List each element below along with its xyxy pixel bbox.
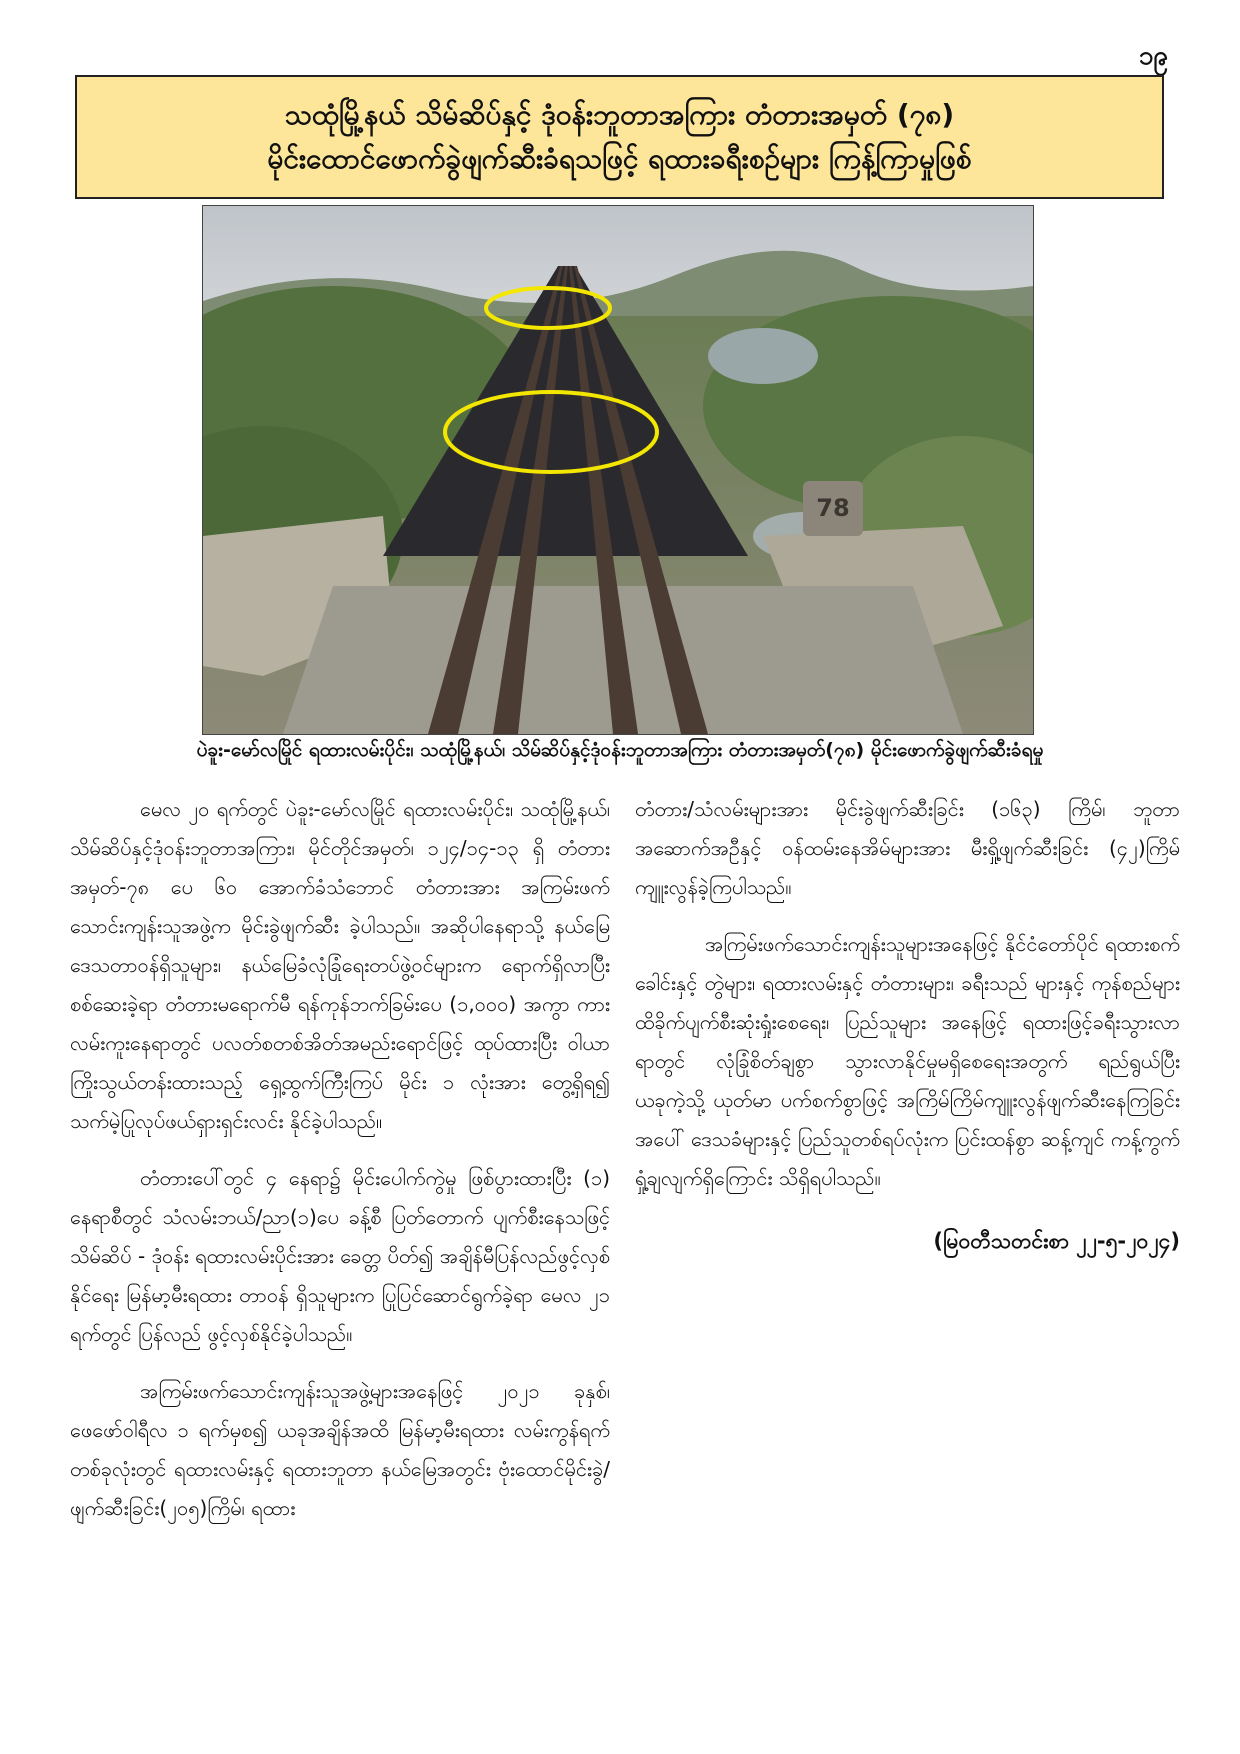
- right-column: [635, 790, 1180, 1261]
- left-column: [70, 790, 610, 1546]
- km-post-label: 78: [816, 494, 850, 522]
- photo-caption: ပဲခူး-မော်လမြိုင် ရထားလမ်းပိုင်း၊ သထုံမြို့နယ်၊ သိမ်ဆိပ်နှင့်ဒုံဝန်းဘူတာအကြား တံတားအမှတ်(၇၈) မိုင်းဖောက်ခွဲဖျက်ဆီးခံရမှု: [196, 739, 1044, 761]
- paragraph: အကြမ်းဖက်သောင်းကျန်းသူအဖွဲ့များအနေဖြင့် ၂၀၂၁ ခုနှစ်၊ ဖေဖော်ဝါရီလ ၁ ရက်မှစ၍ ယခုအချိန်အထိ မြန်မာ့မီးရထား လမ်းကွန်ရက်တစ်ခုလုံးတွင် ရထားလမ်းနှင့် ရထားဘူတာ နယ်မြေအတွင်း ဗုံးထောင်မိုင်းခွဲ/ဖျက်ဆီးခြင်း(၂၀၅)ကြိမ်၊ ရထား: [70, 1379, 610, 1520]
- headline-line-2: မိုင်းထောင်ဖောက်ခွဲဖျက်ဆီးခံရသဖြင့် ရထားခရီးစဉ်များ ကြန့်ကြာမှုဖြစ်: [267, 142, 972, 175]
- paragraph: အကြမ်းဖက်သောင်းကျန်းသူများအနေဖြင့် နိုင်ငံတော်ပိုင် ရထားစက်ခေါင်းနှင့် တွဲများ၊ ရထားလမ်းနှင့် တံတားများ၊ ခရီးသည် များနှင့် ကုန်စည်များ ထိခိုက်ပျက်စီးဆုံးရှုံးစေရေး၊ ပြည်သူများ အနေဖြင့် ရထားဖြင့်ခရီးသွားလာရာတွင် လုံခြုံစိတ်ချစွာ သွားလာနိုင်မှုမရှိစေရေးအတွက် ရည်ရွယ်ပြီး ယခုကဲ့သို့ ယုတ်မာ ပက်စက်စွာဖြင့် အကြိမ်ကြိမ်ကျူးလွန်ဖျက်ဆီးနေကြခြင်းအပေါ် ဒေသခံများနှင့် ပြည်သူတစ်ရပ်လုံးက ပြင်းထန်စွာ ဆန့်ကျင် ကန့်ကွက်ရှုံ့ချလျက်ရှိကြောင်း သိရှိရပါသည်။: [635, 932, 1180, 1190]
- page-number: ၁၉: [1138, 41, 1168, 71]
- headline-box: [75, 75, 1164, 199]
- news-source: (မြဝတီသတင်းစာ ၂၂-၅-၂၀၂၄): [933, 1229, 1180, 1253]
- water-pool: [708, 328, 818, 384]
- paragraph: တံတားပေါ်တွင် ၄ နေရာ၌ မိုင်းပေါက်ကွဲမှု ဖြစ်ပွားထားပြီး (၁) နေရာစီတွင် သံလမ်းဘယ်/ညာ(၁)ပေ ခန့်စီ ပြတ်တောက် ပျက်စီးနေသဖြင့် သိမ်ဆိပ် - ဒုံဝန်း ရထားလမ်းပိုင်းအား ခေတ္တ ပိတ်၍ အချိန်မီပြန်လည်ဖွင့်လှစ်နိုင်ရေး မြန်မာ့မီးရထား တာဝန် ရှိသူများက ပြုပြင်ဆောင်ရွက်ခဲ့ရာ မေလ ၂၁ ရက်တွင် ပြန်လည် ဖွင့်လှစ်နိုင်ခဲ့ပါသည်။: [70, 1166, 610, 1346]
- paragraph: တံတား/သံလမ်းများအား မိုင်းခွဲဖျက်ဆီးခြင်း (၁၆၃) ကြိမ်၊ ဘူတာအဆောက်အဦနှင့် ဝန်ထမ်းနေအိမ်များအား မီးရှို့ဖျက်ဆီးခြင်း (၄၂)ကြိမ် ကျူးလွန်ခဲ့ကြပါသည်။: [635, 797, 1180, 899]
- bridge-photo: [202, 205, 1034, 735]
- headline-line-1: သထုံမြို့နယ် သိမ်ဆိပ်နှင့် ဒုံဝန်းဘူတာအကြား တံတားအမှတ် (၇၈): [284, 98, 955, 131]
- bridge-photo-illustration: [203, 206, 1033, 734]
- paragraph: မေလ ၂၀ ရက်တွင် ပဲခူး-မော်လမြိုင် ရထားလမ်းပိုင်း၊ သထုံမြို့နယ်၊ သိမ်ဆိပ်နှင့်ဒုံဝန်းဘူတာအကြား၊ မိုင်တိုင်အမှတ်၊ ၁၂၄/၁၄-၁၃ ရှိ တံတားအမှတ်-၇၈ ပေ ၆၀ အောက်ခံသံဘောင် တံတားအား အကြမ်းဖက်သောင်းကျန်းသူအဖွဲ့က မိုင်းခွဲဖျက်ဆီး ခဲ့ပါသည်။ အဆိုပါနေရာသို့ နယ်မြေဒေသတာဝန်ရှိသူများ၊ နယ်မြေခံလုံခြုံရေးတပ်ဖွဲ့ဝင်များက ရောက်ရှိလာပြီး စစ်ဆေးခဲ့ရာ တံတားမရောက်မီ ရန်ကုန်ဘက်ခြမ်းပေ (၁,၀၀၀) အကွာ ကားလမ်းကူးနေရာတွင် ပလတ်စတစ်အိတ်အမည်းရောင်ဖြင့် ထုပ်ထားပြီး ဝါယာကြိုးသွယ်တန်းထားသည့် ရှေ့ထွက်ကြီးကြပ် မိုင်း ၁ လုံးအား တွေ့ရှိရ၍ သက်မဲ့ပြုလုပ်ဖယ်ရှားရှင်းလင်း နိုင်ခဲ့ပါသည်။: [70, 797, 610, 1133]
